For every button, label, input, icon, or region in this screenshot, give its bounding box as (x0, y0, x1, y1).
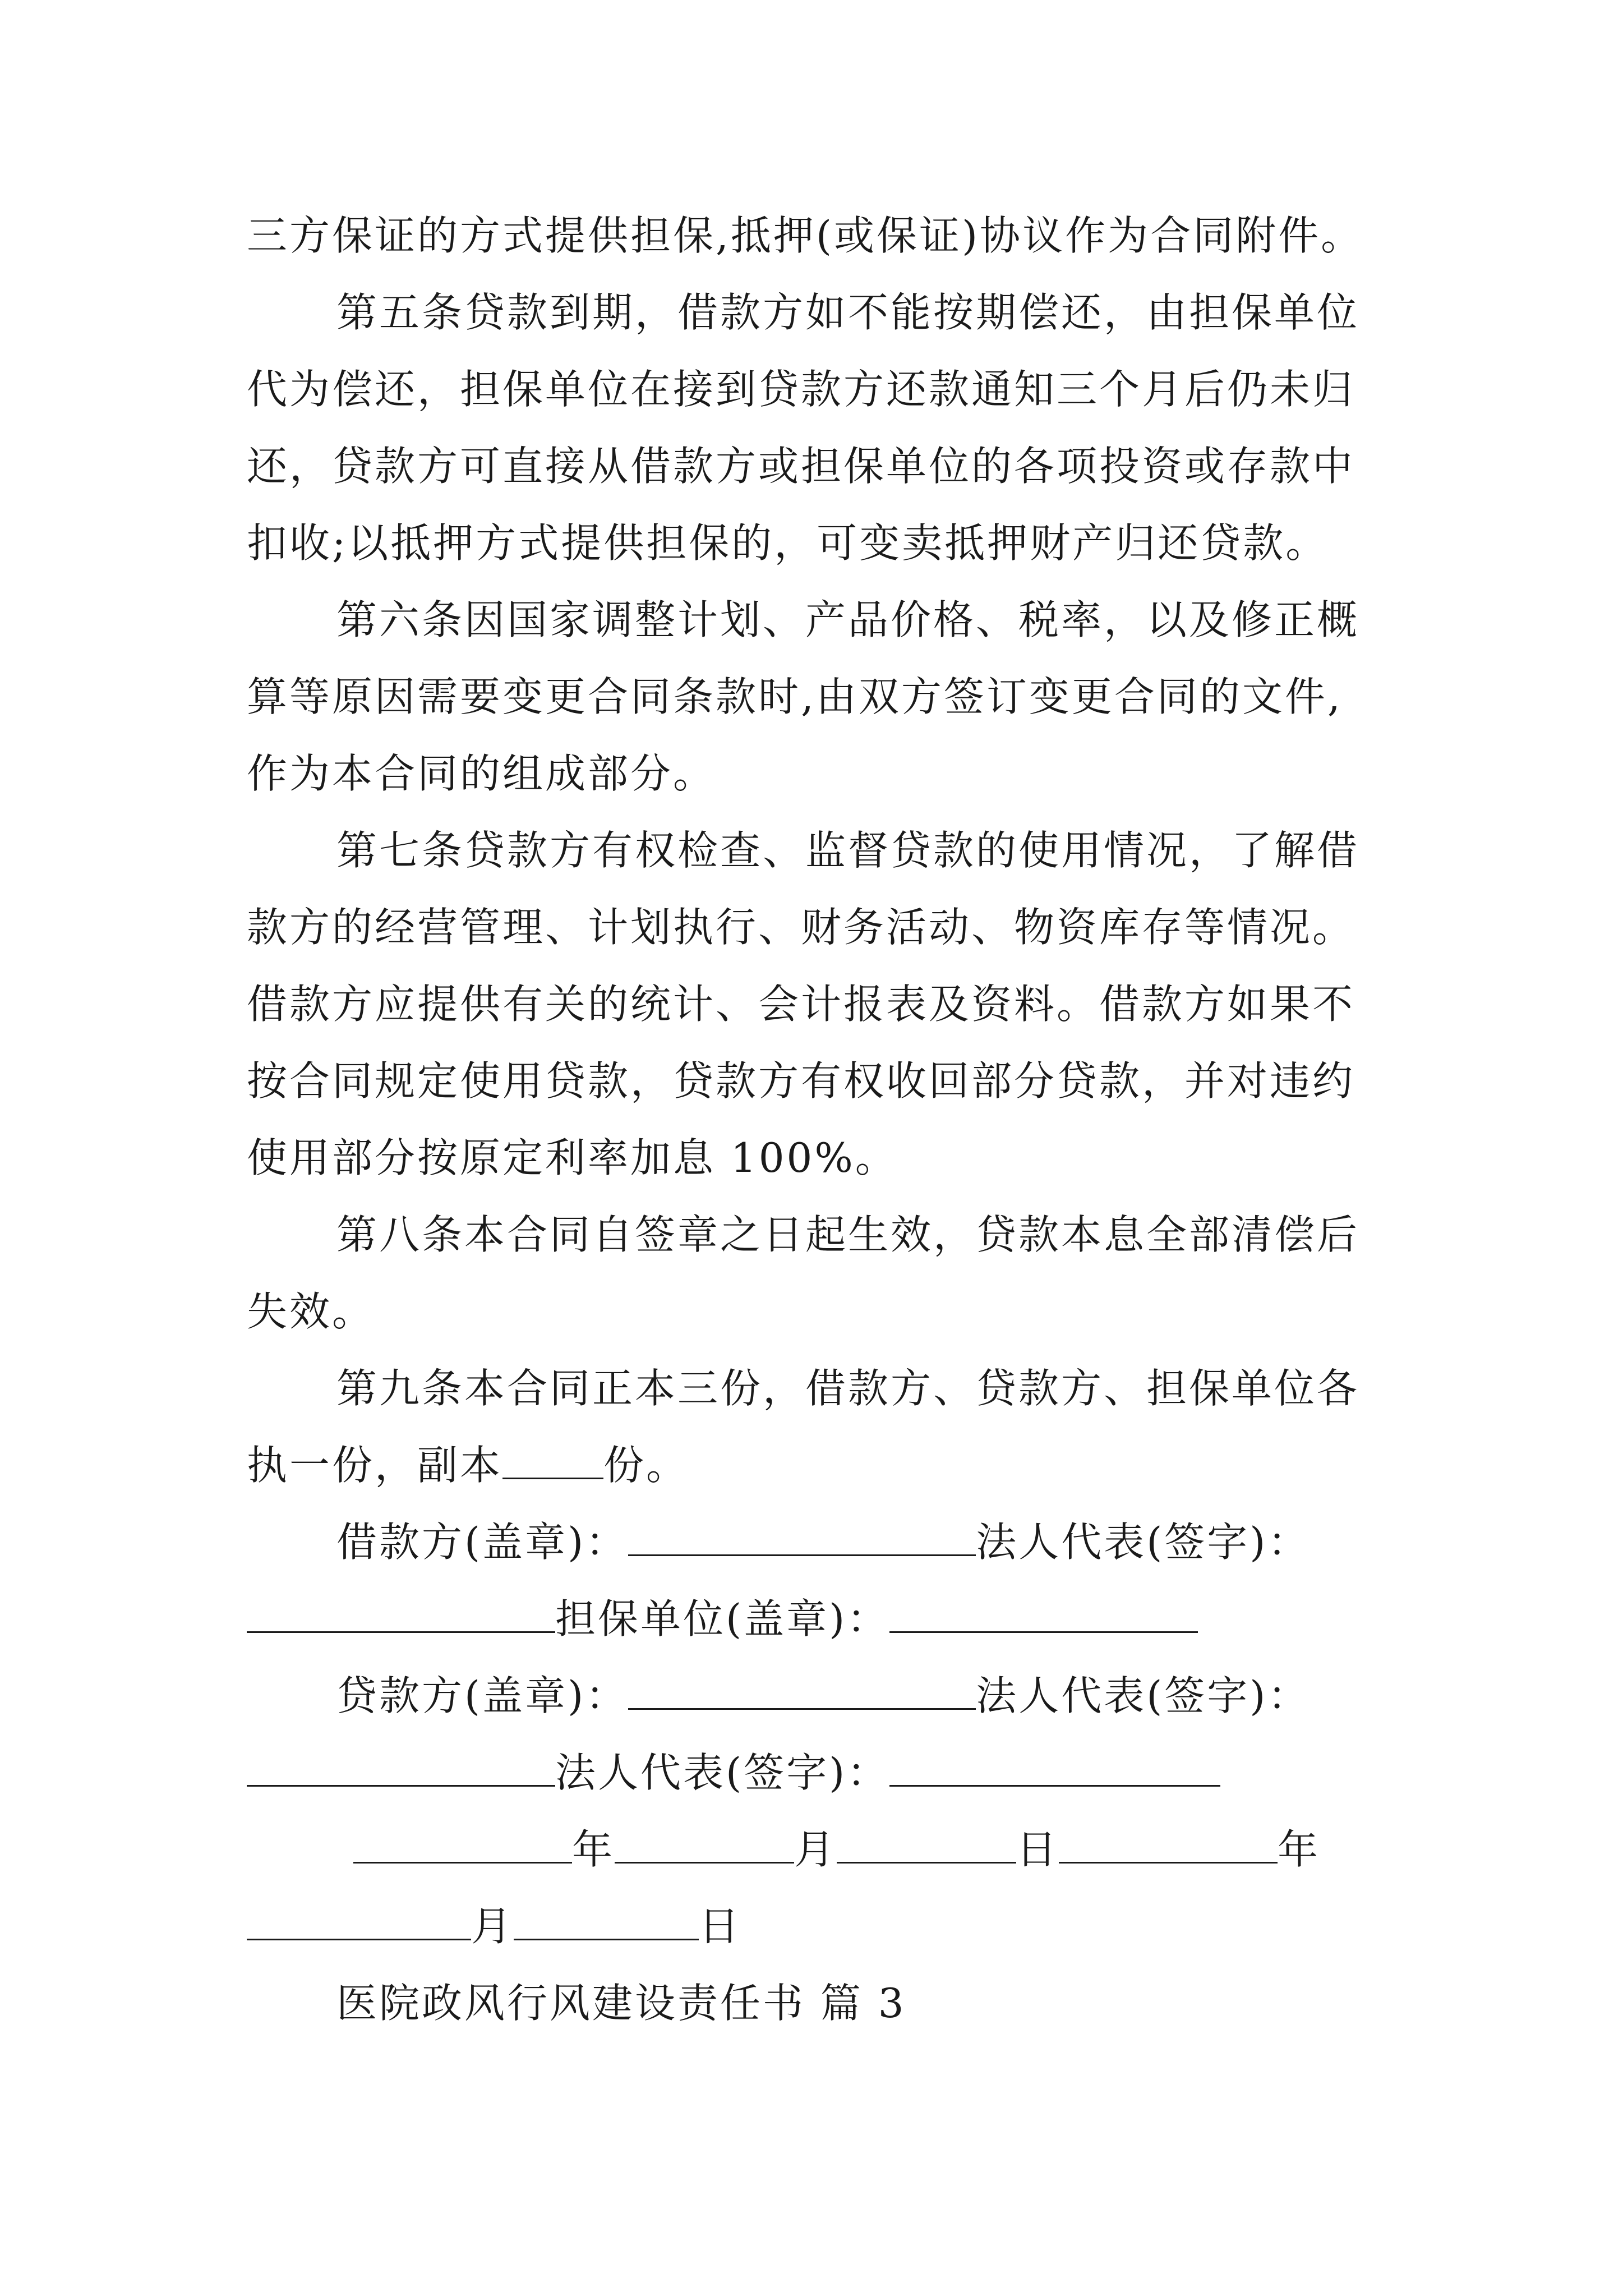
year-label: 年 (572, 1826, 615, 1873)
date-line (353, 1821, 1391, 1878)
lender-seal-label: 贷款方(盖章)： (336, 1672, 629, 1719)
paragraph-line: 使用部分按原定利率加息 100%。 (247, 1134, 898, 1181)
copies-prefix: 执一份，副本 (247, 1442, 503, 1489)
paragraph-line: 算等原因需要变更合同条款时,由双方签订变更合同的文件, (247, 673, 1343, 720)
paragraph-line: 款方的经营管理、计划执行、财务活动、物资库存等情况。 (247, 904, 1355, 951)
borrower-seal-label: 借款方(盖章)： (336, 1519, 629, 1566)
legal-rep-blank[interactable] (247, 1592, 555, 1633)
copies-suffix: 份。 (603, 1442, 689, 1489)
paragraph-line: 代为偿还，担保单位在接到贷款方还款通知三个月后仍未归 (247, 366, 1355, 413)
legal-rep2-label: 法人代表(签字)： (555, 1749, 890, 1796)
day-blank[interactable] (837, 1823, 1016, 1864)
next-section-title: 医院政风行风建设责任书 篇 3 (336, 1980, 906, 2027)
guarantor-seal-label: 担保单位(盖章)： (555, 1595, 890, 1642)
clause-5-line: 第五条贷款到期，借款方如不能按期偿还，由担保单位 (336, 289, 1360, 336)
guarantor-signature-line (247, 1591, 1391, 1647)
paragraph-line: 失效。 (247, 1288, 375, 1335)
borrower-seal-blank[interactable] (628, 1515, 976, 1556)
paragraph-line: 三方保证的方式提供担保,抵押(或保证)协议作为合同附件。 (247, 212, 1364, 259)
month-blank-2[interactable] (247, 1899, 471, 1940)
copies-line (247, 1437, 1391, 1493)
legal-rep2-blank[interactable] (889, 1746, 1220, 1787)
borrower-signature-line (336, 1514, 1391, 1570)
paragraph-line: 扣收;以抵押方式提供担保的，可变卖抵押财产归还贷款。 (247, 519, 1329, 567)
day-label-2: 日 (699, 1903, 742, 1950)
lender-seal-blank[interactable] (628, 1669, 976, 1710)
month-label: 月 (794, 1826, 837, 1873)
lender-signature-line (336, 1668, 1391, 1724)
year-blank-2[interactable] (1059, 1823, 1278, 1864)
paragraph-line: 还，贷款方可直接从借款方或担保单位的各项投资或存款中 (247, 443, 1355, 490)
paragraph-line: 作为本合同的组成部分。 (247, 750, 716, 797)
clause-8-line: 第八条本合同自签章之日起生效，贷款本息全部清偿后 (336, 1211, 1360, 1258)
month-label-2: 月 (471, 1903, 514, 1950)
copies-blank[interactable] (502, 1438, 603, 1479)
legal-rep-signature-line (247, 1745, 1391, 1801)
legal-rep-label: 法人代表(签字)： (976, 1519, 1311, 1566)
month-blank[interactable] (615, 1823, 794, 1864)
guarantor-seal-blank[interactable] (889, 1592, 1198, 1633)
legal-rep-label: 法人代表(签字)： (976, 1672, 1311, 1719)
date-line-2 (247, 1898, 1391, 1954)
lender-legal-rep-blank[interactable] (247, 1746, 555, 1787)
year-blank[interactable] (353, 1823, 572, 1864)
clause-9-line: 第九条本合同正本三份，借款方、贷款方、担保单位各 (336, 1365, 1360, 1412)
year-label-2: 年 (1278, 1826, 1321, 1873)
day-blank-2[interactable] (514, 1899, 699, 1940)
clause-6-line: 第六条因国家调整计划、产品价格、税率，以及修正概 (336, 596, 1360, 643)
clause-7-line: 第七条贷款方有权检查、监督贷款的使用情况，了解借 (336, 827, 1360, 874)
paragraph-line: 借款方应提供有关的统计、会计报表及资料。借款方如果不 (247, 981, 1355, 1028)
day-label: 日 (1016, 1826, 1059, 1873)
paragraph-line: 按合同规定使用贷款，贷款方有权收回部分贷款，并对违约 (247, 1057, 1355, 1105)
